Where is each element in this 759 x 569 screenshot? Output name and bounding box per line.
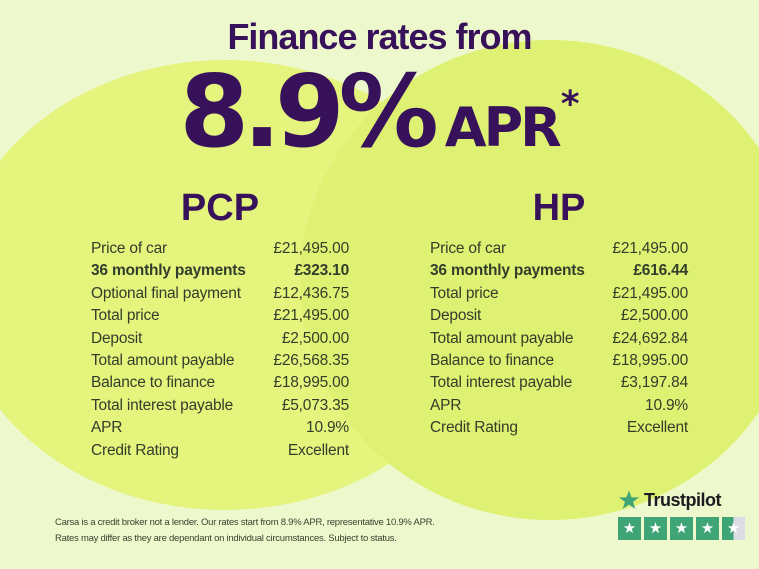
row-label: Optional final payment	[91, 284, 241, 302]
disclaimer-text	[55, 515, 435, 546]
row-label: Total interest payable	[91, 396, 234, 414]
finance-row	[91, 372, 349, 394]
row-label: Balance to finance	[430, 351, 554, 369]
row-value: 10.9%	[645, 396, 688, 414]
finance-row	[91, 328, 349, 350]
finance-row	[430, 328, 688, 350]
row-value: £21,495.00	[612, 240, 688, 257]
rating-star-box	[722, 517, 745, 540]
finance-row	[430, 350, 688, 372]
finance-row	[91, 260, 349, 282]
apr-rate-value: 8.9%	[179, 53, 433, 170]
rating-star-box	[644, 517, 667, 540]
row-value: £2,500.00	[281, 329, 349, 347]
asterisk-footnote-marker: *	[560, 84, 580, 125]
finance-row	[430, 283, 688, 305]
row-value: £18,995.00	[612, 351, 688, 369]
finance-row	[430, 372, 688, 394]
row-label: 36 monthly payments	[91, 262, 246, 280]
row-label: Total price	[91, 307, 160, 325]
row-value: £12,436.75	[273, 284, 349, 302]
trustpilot-widget	[618, 489, 750, 540]
row-value: Excellent	[287, 441, 349, 459]
trustpilot-rating-stars	[618, 517, 750, 540]
trustpilot-star-icon	[618, 489, 640, 511]
pcp-table-title: PCP	[180, 187, 260, 229]
row-value: £24,692.84	[612, 329, 688, 347]
row-label: Credit Rating	[430, 419, 518, 437]
finance-row	[430, 260, 688, 282]
row-label: Total amount payable	[91, 351, 235, 369]
row-value: £21,495.00	[273, 307, 349, 325]
row-label: Total price	[430, 284, 499, 302]
row-label: APR	[430, 396, 462, 414]
row-label: Credit Rating	[91, 441, 179, 459]
finance-row	[91, 238, 349, 260]
finance-row	[430, 238, 688, 260]
row-value: £5,073.35	[281, 396, 349, 414]
row-label: 36 monthly payments	[430, 262, 585, 280]
star-icon: ★	[674, 519, 689, 537]
page-title: Finance rates from	[227, 16, 532, 57]
finance-row	[430, 417, 688, 439]
apr-rate-label: APR	[444, 96, 559, 159]
star-icon: ★	[726, 519, 741, 537]
finance-row	[430, 305, 688, 327]
pcp-finance-table	[91, 189, 349, 462]
hp-table-title: HP	[532, 187, 586, 229]
row-value: £616.44	[633, 262, 688, 280]
row-label: Balance to finance	[91, 374, 215, 392]
hp-table-rows	[430, 238, 688, 440]
finance-row	[430, 395, 688, 417]
pcp-table-rows	[91, 238, 349, 462]
hp-finance-table	[430, 189, 688, 440]
finance-row	[91, 417, 349, 439]
finance-row	[91, 395, 349, 417]
finance-row	[91, 283, 349, 305]
disclaimer-line-2: Rates may differ as they are dependant on individual circumstances. Subject to status.	[55, 532, 397, 544]
disclaimer-line-1: Carsa is a credit broker not a lender. Our rates start from 8.9% APR, representative 10.9% APR.	[55, 517, 435, 528]
rating-star-box	[618, 517, 641, 540]
finance-row	[91, 440, 349, 462]
star-icon: ★	[648, 519, 663, 537]
row-value: £21,495.00	[612, 284, 688, 302]
apr-headline	[0, 53, 759, 170]
row-label: Total amount payable	[430, 329, 574, 347]
row-label: Deposit	[430, 307, 482, 325]
row-label: Total interest payable	[430, 374, 573, 392]
row-value: £3,197.84	[620, 374, 688, 392]
star-icon: ★	[622, 519, 637, 537]
row-label: APR	[91, 419, 123, 437]
rating-star-box	[670, 517, 693, 540]
row-label: Deposit	[91, 329, 143, 347]
row-value: Excellent	[626, 419, 688, 437]
row-value: £323.10	[294, 262, 349, 280]
trustpilot-logo	[618, 489, 750, 511]
row-value: 10.9%	[306, 419, 349, 437]
row-label: Price of car	[430, 240, 506, 257]
trustpilot-wordmark: Trustpilot	[644, 489, 721, 510]
row-value: £21,495.00	[273, 240, 349, 257]
star-icon: ★	[700, 519, 715, 537]
finance-row	[91, 350, 349, 372]
finance-row	[91, 305, 349, 327]
row-value: £26,568.35	[273, 351, 349, 369]
row-label: Price of car	[91, 240, 167, 257]
rating-star-box	[696, 517, 719, 540]
row-value: £2,500.00	[620, 307, 688, 325]
row-value: £18,995.00	[273, 374, 349, 392]
